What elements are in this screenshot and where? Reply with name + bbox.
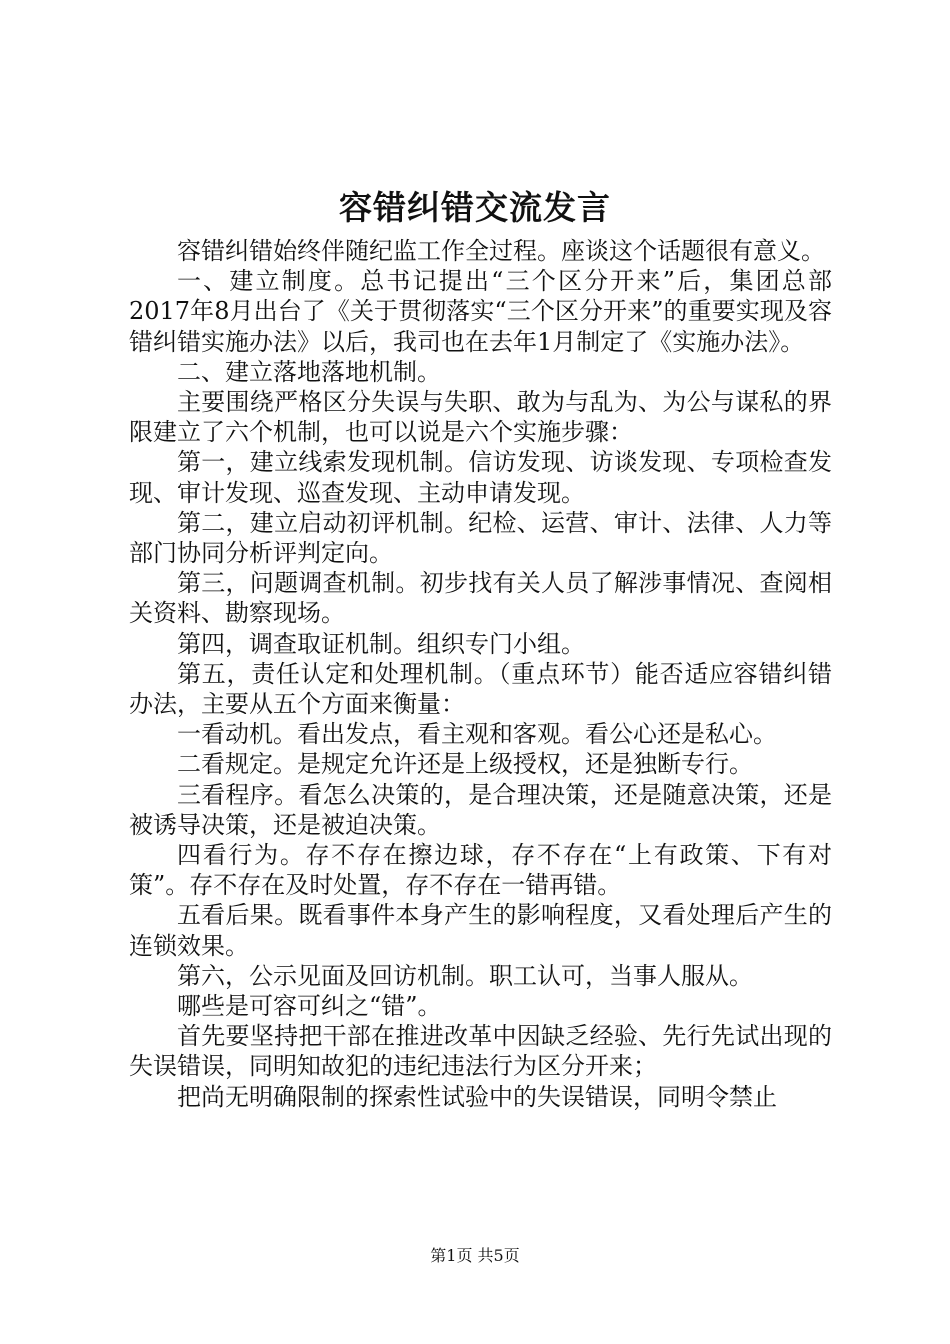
paragraph: 第二，建立启动初评机制。纪检、运营、审计、法律、人力等部门协同分析评判定向。 (129, 508, 832, 568)
paragraph: 主要围绕严格区分失误与失职、敢为与乱为、为公与谋私的界限建立了六个机制，也可以说是六个实施步骤： (129, 388, 832, 447)
paragraph: 四看行为。存不存在擦边球，存不存在“上有政策、下有对策”。存不存在及时处置，存不存在一错再错。 (129, 841, 832, 900)
paragraph: 二、建立落地落地机制。 (177, 357, 441, 386)
paragraph: 第六，公示见面及回访机制。职工认可，当事人服从。 (177, 961, 753, 990)
paragraph: 容错纠错始终伴随纪监工作全过程。座谈这个话题很有意义。 (177, 237, 825, 265)
paragraph: 二看规定。是规定允许还是上级授权，还是独断专行。 (177, 750, 753, 779)
paragraph: 第五，责任认定和处理机制。（重点环节）能否适应容错纠错办法，主要从五个方面来衡量： (129, 659, 832, 719)
paragraph: 首先要坚持把干部在推进改革中因缺乏经验、先行先试出现的失误错误，同明知故犯的违纪违法行为区分开来； (129, 1022, 832, 1081)
paragraph: 把尚无明确限制的探索性试验中的失误错误，同明令禁止 (177, 1082, 777, 1111)
paragraph: 第三，问题调查机制。初步找有关人员了解涉事情况、查阅相关资料、勘察现场。 (129, 569, 832, 628)
paragraph: 哪些是可容可纠之“错”。 (177, 992, 442, 1021)
paragraph: 一看动机。看出发点，看主观和客观。看公心还是私心。 (177, 720, 777, 749)
page-number-footer: 第1页 共5页 (430, 1246, 520, 1265)
paragraph: 一、建立制度。总书记提出“三个区分开来”后，集团总部2017年8月出台了《关于贯彻落实“三个区分开来”的重要实现及容错纠错实施办法》以后，我司也在去年1月制定了《实施办法》。 (129, 267, 832, 356)
paragraph: 第一，建立线索发现机制。信访发现、访谈发现、专项检查发现、审计发现、巡查发现、主动申请发现。 (129, 448, 832, 507)
document-body (129, 236, 832, 1112)
paragraph: 五看后果。既看事件本身产生的影响程度，又看处理后产生的连锁效果。 (129, 901, 832, 960)
paragraph: 第四，调查取证机制。组织专门小组。 (177, 629, 585, 658)
paragraph: 三看程序。看怎么决策的，是合理决策，还是随意决策，还是被诱导决策，还是被迫决策。 (129, 780, 832, 839)
page-title: 容错纠错交流发言 (339, 188, 611, 227)
